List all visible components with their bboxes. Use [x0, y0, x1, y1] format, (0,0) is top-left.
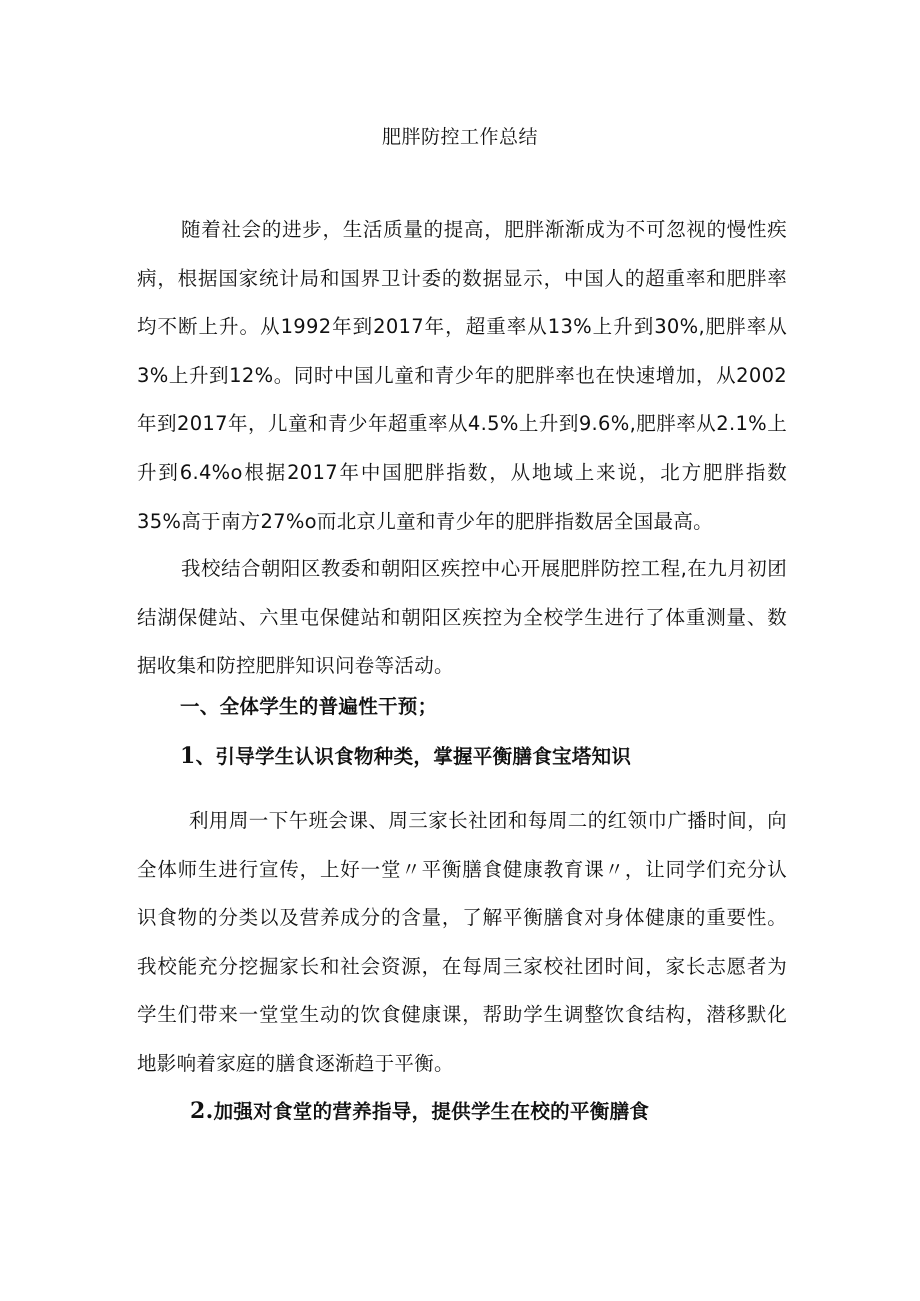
section-heading: 一、全体学生的普遍性干预； [180, 695, 438, 718]
document-title: 肥胖防控工作总结 [381, 126, 538, 148]
subsection-heading-1 [180, 741, 631, 772]
subsection-text: 、引导学生认识食物种类，掌握平衡膳食宝塔知识 [195, 745, 632, 768]
education-paragraph: 利用周一下午班会课、周三家长社团和每周二的红领巾广播时间，向全体师生进行宣传，上好一堂〃平衡膳食健康教育课〃，让同学们充分认识食物的分类以及营养成分的含量，了解平衡膳食对身体健康的重要性。我校能充分挖掘家长和社会资源，在每周三家校社团时间，家长志愿者为学生们带来一堂堂生动的饮食健康课，帮助学生调整饮食结构，潜移默化地影响着家庭的膳食逐渐趋于平衡。 [137, 809, 787, 1075]
subsection-heading-2 [190, 1096, 649, 1127]
intro-paragraph: 随着社会的进步，生活质量的提高，肥胖渐渐成为不可忽视的慢性疾病，根据国家统计局和国界卫计委的数据显示，中国人的超重率和肥胖率均不断上升。从1992年到2017年，超重率从13%上升到30%,肥胖率从3%上升到12%。同时中国儿童和青少年的肥胖率也在快速增加，从2002年到2017年，儿童和青少年超重率从4.5%上升到9.6%,肥胖率从2.1%上升到6.4%o根据2017年中国肥胖指数，从地域上来说，北方肥胖指数35%高于南方27%o而北京儿童和青少年的肥胖指数居全国最高。 [137, 218, 787, 533]
subsection-number: 1 [180, 743, 196, 769]
subsection-text: 加强对食堂的营养指导，提供学生在校的平衡膳食 [213, 1100, 650, 1123]
school-activity-paragraph: 我校结合朝阳区教委和朝阳区疾控中心开展肥胖防控工程,在九月初团结湖保健站、六里屯保健站和朝阳区疾控为全校学生进行了体重测量、数据收集和防控肥胖知识问卷等活动。 [137, 557, 787, 678]
subsection-number: 2. [190, 1098, 214, 1124]
